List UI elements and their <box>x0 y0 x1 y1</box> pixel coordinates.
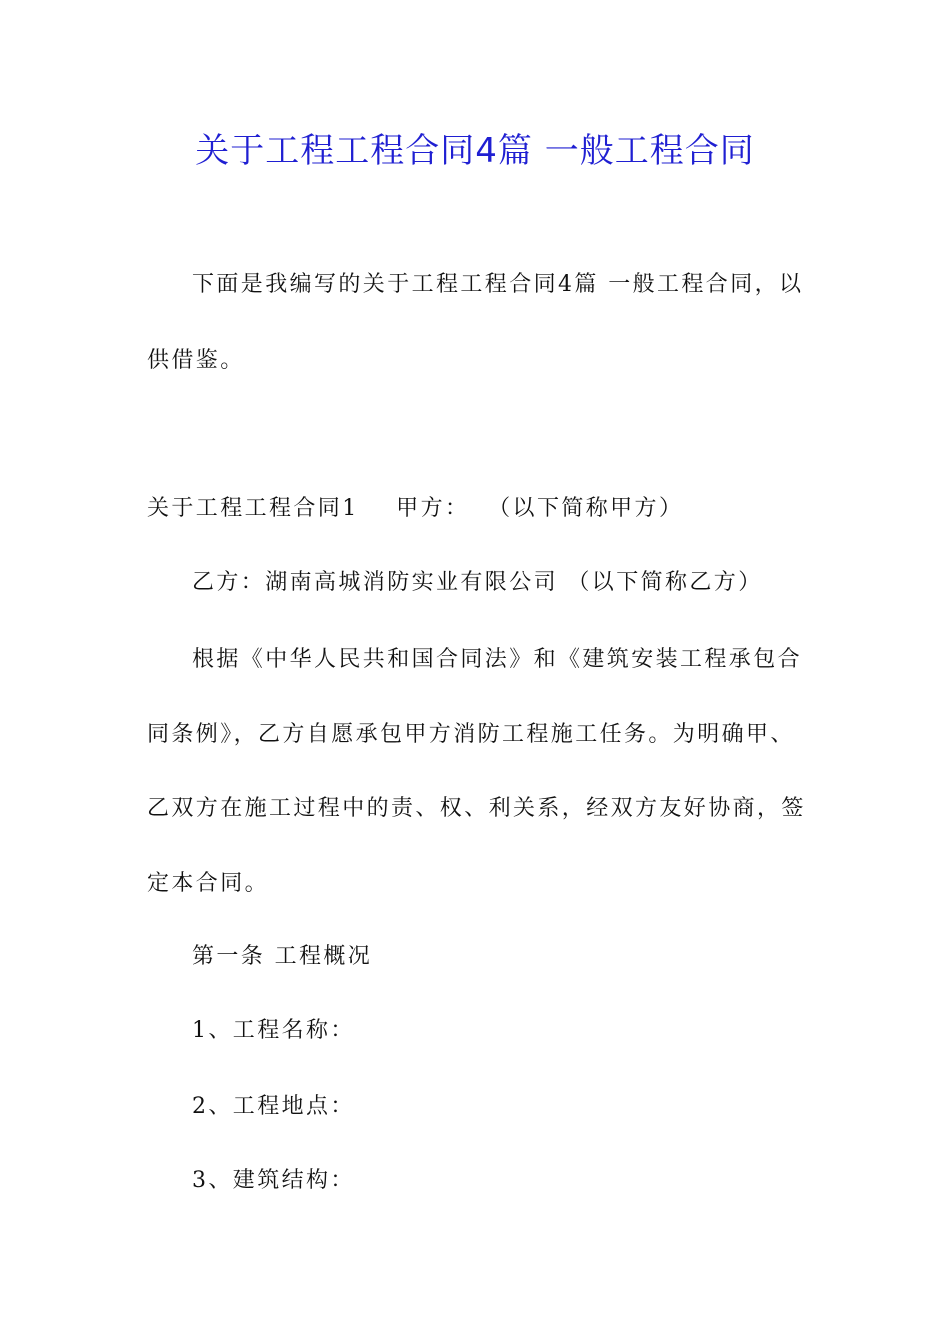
item-building-structure: 3、建筑结构： <box>192 1168 355 1193</box>
preamble-line-4: 定本合同。 <box>147 871 270 896</box>
preamble-line-2: 同条例》，乙方自愿承包甲方消防工程施工任务。为明确甲、 <box>147 722 795 747</box>
item-project-name: 1、工程名称： <box>192 1018 355 1043</box>
item-project-location: 2、工程地点： <box>192 1094 355 1119</box>
preamble-line-1: 根据《中华人民共和国合同法》和《建筑安装工程承包合 <box>192 647 803 672</box>
article-1-heading: 第一条 工程概况 <box>192 944 373 969</box>
intro-line-1: 下面是我编写的关于工程工程合同4篇 一般工程合同，以 <box>192 272 804 297</box>
preamble-line-3: 乙双方在施工过程中的责、权、利关系，经双方友好协商，签 <box>147 796 806 821</box>
party-b-line: 乙方：湖南高城消防实业有限公司 （以下简称乙方） <box>192 570 763 595</box>
intro-line-2: 供借鉴。 <box>147 348 245 373</box>
contract-1-heading: 关于工程工程合同1 甲方： （以下简称甲方） <box>147 496 684 521</box>
document-title: 关于工程工程合同4篇 一般工程合同 <box>195 131 755 171</box>
